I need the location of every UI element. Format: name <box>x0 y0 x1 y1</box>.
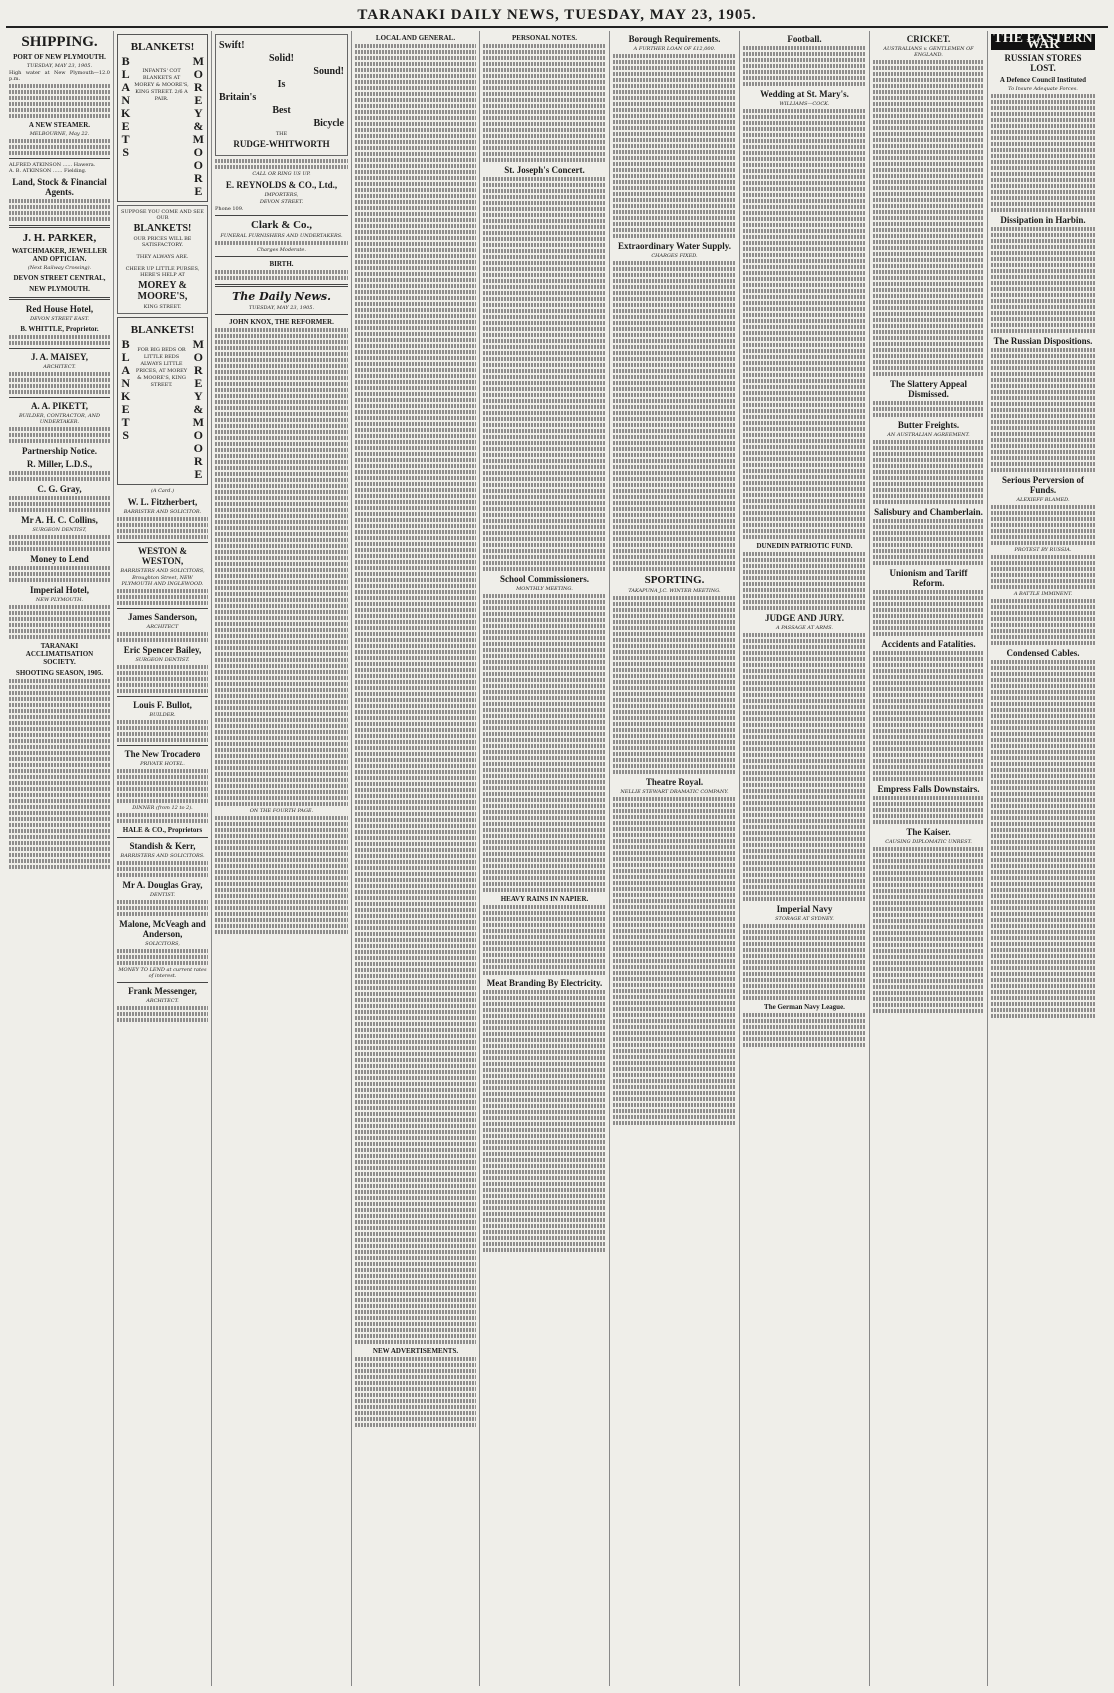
dissipation-heading: Dissipation in Harbin. <box>1000 215 1086 225</box>
shipping-body <box>9 84 110 118</box>
sanderson-architect: ARCHITECT <box>146 624 179 630</box>
judge-jury-heading: JUDGE AND JURY. <box>764 613 845 623</box>
call-line: CALL OR RING US UP. <box>252 171 311 177</box>
malone-heading: Malone, McVeagh and Anderson, <box>119 919 206 939</box>
bicycle-line: Bicycle <box>313 118 344 129</box>
parker-heading: J. H. PARKER, <box>22 232 97 244</box>
atkinson-line-1: ALFRED ATKINSON ...... Hawera. <box>9 162 96 168</box>
stores-lost-heading: RUSSIAN STORES LOST. <box>1004 53 1082 73</box>
alexieff-line: ALEXIEFF BLAMED. <box>1016 497 1070 503</box>
money-to-lend-line: MONEY TO LEND at current rates of interest. <box>118 967 207 979</box>
russian-dispositions-heading: The Russian Dispositions. <box>993 336 1093 346</box>
st-josephs-heading: St. Joseph's Concert. <box>504 165 585 175</box>
cheer-line: CHEER UP LITTLE PURSES, HERE'S HELP AT <box>125 266 200 278</box>
devon-east-line: DEVON STREET EAST. <box>30 316 89 322</box>
column-8 <box>870 31 988 1686</box>
land-agents-heading: Land, Stock & Financial Agents. <box>12 177 107 197</box>
big-beds-text: FOR BIG BEDS OR LITTLE BEDS ALWAYS LITTLE PRICES, AT MOREY & MOORE'S, KING STREET. <box>135 347 188 388</box>
water-supply-heading: Extraordinary Water Supply. <box>618 241 731 251</box>
blankets-vertical-left: B L A N K E T S <box>121 54 131 159</box>
blankets-title-2: BLANKETS! <box>133 223 192 234</box>
unionism-heading: Unionism and Tariff Reform. <box>889 568 968 588</box>
barrister-line: BARRISTER AND SOLICITOR. <box>123 509 202 515</box>
architect-line: ARCHITECT. <box>43 364 76 370</box>
protest-line: PROTEST BY RUSSIA. <box>1014 547 1072 553</box>
hale-line: HALE & CO., Proprietors <box>122 826 203 834</box>
is-line: Is <box>277 79 286 90</box>
local-general-body <box>355 44 476 1344</box>
sanderson-heading: James Sanderson, <box>127 612 197 622</box>
column-3 <box>212 31 352 1686</box>
charges-line: Charges Moderate. <box>257 247 306 253</box>
local-general-heading: LOCAL AND GENERAL. <box>375 34 456 42</box>
prices-line: OUR PRICES WILL BE SATISFACTORY. <box>133 236 192 248</box>
column-9 <box>988 31 1098 1686</box>
watchmaker-line: WATCHMAKER, JEWELLER AND OPTICIAN. <box>11 247 108 263</box>
sound-line: Sound! <box>313 66 344 77</box>
defence-council-heading: A Defence Council Instituted <box>999 76 1087 84</box>
theatre-royal-heading: Theatre Royal. <box>645 777 704 787</box>
agreement-line: AN AUSTRALIAN AGREEMENT. <box>887 432 970 438</box>
eastern-war-heading: THE EASTERN WAR <box>991 34 1095 50</box>
barristers-line: BARRISTERS AND SOLICITORS, <box>120 568 205 574</box>
shipping-heading: SHIPPING. <box>21 34 98 50</box>
steamer-body <box>9 139 110 155</box>
serious-perversion-heading: Serious Perversion of Funds. <box>1002 475 1084 495</box>
collins-heading: Mr A. H. C. Collins, <box>21 515 98 525</box>
storage-line: STORAGE AT SYDNEY. <box>775 916 834 922</box>
king-street-line: KING STREET. <box>143 304 182 310</box>
column-1 <box>6 31 114 1686</box>
passage-arms-line: A PASSAGE AT ARMS. <box>776 625 833 631</box>
morey-moore-name: MOREY & MOORE'S, <box>137 280 188 302</box>
causing-unrest-line: CAUSING DIPLOMATIC UNREST. <box>885 839 972 845</box>
further-loan-line: A FURTHER LOAN OF £12,000. <box>633 46 716 52</box>
charges-fixed-line: CHARGES FIXED. <box>651 253 698 259</box>
german-navy-heading: The German Navy League. <box>764 1003 845 1011</box>
column-2 <box>114 31 212 1686</box>
dentist-line: DENTIST. <box>150 892 175 898</box>
nellie-stewart-line: NELLIE STEWART DRAMATIC COMPANY. <box>620 789 729 795</box>
borough-heading: Borough Requirements. <box>628 34 721 44</box>
personal-notes-heading: PERSONAL NOTES. <box>512 34 577 42</box>
melbourne-dateline: MELBOURNE, May 22. <box>29 131 90 137</box>
standish-heading: Standish & Kerr, <box>129 841 196 851</box>
phone-line: Phone 109. <box>215 206 244 212</box>
infants-text: INFANTS' COT BLANKETS AT MOREY & MOORE'S, KING STREET. 2/6 A PAIR. <box>134 68 189 102</box>
rudge-name: RUDGE-WHITWORTH <box>233 139 330 149</box>
swift-line: Swift! <box>219 40 245 51</box>
blankets-title-3: BLANKETS! <box>130 324 195 336</box>
devon-central-line: DEVON STREET CENTRAL, <box>13 274 106 282</box>
birth-heading: BIRTH. <box>269 260 294 268</box>
column-4 <box>352 31 480 1686</box>
fitzherbert-heading: W. L. Fitzherbert, <box>127 497 198 507</box>
broughton-line: Broughton Street, NEW PLYMOUTH AND INGLEWOOD. <box>121 575 204 587</box>
football-heading: Football. <box>787 34 822 44</box>
best-line: Best <box>272 105 291 116</box>
importers-line: IMPORTERS, <box>264 192 299 198</box>
high-water-line: High water at New Plymouth—12.0 p.m. <box>9 70 110 82</box>
williams-cock-line: WILLIAMS—COCK. <box>779 101 830 107</box>
douglas-heading: Mr A. Douglas Gray, <box>122 880 203 890</box>
school-commissioners-heading: School Commissioners. <box>499 574 589 584</box>
crossing-line: (Next Railway Crossing). <box>27 265 92 271</box>
monthly-meeting-line: MONTHLY MEETING. <box>516 586 573 592</box>
funeral-line: FUNERAL FURNISHERS AND UNDERTAKERS. <box>220 233 343 239</box>
slattery-heading: The Slattery Appeal Dismissed. <box>889 379 967 399</box>
standish-sols: BARRISTERS AND SOLICITORS. <box>120 853 205 859</box>
shooting-heading: SHOOTING SEASON, 1905. <box>15 669 104 677</box>
imperial-np: NEW PLYMOUTH. <box>35 597 84 603</box>
wedding-heading: Wedding at St. Mary's. <box>760 89 849 99</box>
gray-heading: C. G. Gray, <box>37 484 82 494</box>
builder-line: BUILDER, CONTRACTOR, AND UNDERTAKER. <box>19 413 100 425</box>
salisbury-heading: Salisbury and Chamberlain. <box>874 507 983 517</box>
britain-line: Britain's <box>219 92 257 103</box>
new-plymouth-line: NEW PLYMOUTH. <box>29 285 90 293</box>
insure-forces-line: To Insure Adequate Forces. <box>1008 86 1078 92</box>
column-5 <box>480 31 610 1686</box>
rudge-whitworth-ad <box>215 34 348 156</box>
column-6 <box>610 31 740 1686</box>
solid-line: Solid! <box>268 53 294 64</box>
dunedin-fund-heading: DUNEDIN PATRIOTIC FUND. <box>756 542 853 550</box>
kaiser-heading: The Kaiser. <box>906 827 951 837</box>
port-heading: PORT OF NEW PLYMOUTH. <box>13 53 106 61</box>
messenger-heading: Frank Messenger, <box>128 986 197 996</box>
miller-heading: R. Miller, L.D.S., <box>26 459 93 469</box>
bailey-heading: Eric Spencer Bailey, <box>123 645 202 655</box>
empress-heading: Empress Falls Downstairs. <box>877 784 980 794</box>
clark-heading: Clark & Co., <box>250 219 313 231</box>
surgeon-line: SURGEON DENTIST, <box>32 527 87 533</box>
blankets-ad-3: BLANKETS! B L A N K E T S FOR BIG BEDS OR LITTLE BEDS ALWAYS LITTLE PRICES, AT MOREY & MOORE'S, KING STREET. M O R E Y & M O O R E <box>117 317 208 485</box>
cricket-heading: CRICKET. <box>906 34 951 44</box>
meat-branding-heading: Meat Branding By Electricity. <box>486 978 603 988</box>
the-line: THE <box>275 131 288 137</box>
bullot-builder: BUILDER. <box>149 712 176 718</box>
battle-imminent-line: A BATTLE IMMINENT. <box>1013 591 1073 597</box>
australians-line: AUSTRALIANS v. GENTLEMEN OF ENGLAND. <box>883 46 974 58</box>
knox-body <box>215 328 348 806</box>
whittle-line: B. WHITTLE, Proprietor. <box>20 325 99 333</box>
column-7 <box>740 31 870 1686</box>
condensed-cables-heading: Condensed Cables. <box>1006 648 1080 658</box>
trocadero-heading: The New Trocadero <box>124 749 201 759</box>
steamer-heading: A NEW STEAMER. <box>28 121 91 129</box>
acclimatisation-heading: TARANAKI ACCLIMATISATION SOCIETY. <box>25 642 94 666</box>
maisey-heading: J. A. MAISEY, <box>31 352 88 362</box>
fourth-page-line: ON THE FOURTH PAGE. <box>249 808 314 814</box>
our-line: OUR <box>156 215 169 221</box>
new-ads-heading: NEW ADVERTISEMENTS. <box>372 1347 459 1355</box>
money-heading: Money to Lend <box>30 554 89 564</box>
imperial-navy-heading: Imperial Navy <box>776 904 833 914</box>
suppose-ad <box>117 205 208 314</box>
atkinson-line-2: A. B. ATKINSON ...... Fielding. <box>9 168 87 174</box>
card-line: (A Card.) <box>150 488 175 494</box>
red-house-heading: Red House Hotel, <box>25 304 94 314</box>
imperial-heading: Imperial Hotel, <box>30 585 89 595</box>
blankets-title-1: BLANKETS! <box>130 41 195 53</box>
bullot-heading: Louis F. Bullot, <box>133 700 192 710</box>
land-agents-body <box>9 199 110 221</box>
devon-line: DEVON STREET. <box>259 199 304 205</box>
editorial-date: TUESDAY, MAY 23, 1905. <box>248 305 315 311</box>
reynolds-heading: E. REYNOLDS & CO., Ltd., <box>225 180 338 190</box>
weston-heading: WESTON & WESTON, <box>137 546 188 566</box>
takapuna-line: TAKAPUNA J.C. WINTER MEETING. <box>628 588 721 594</box>
malone-sols: SOLICITORS, <box>145 941 180 947</box>
always-line: THEY ALWAYS ARE. <box>136 254 189 260</box>
masthead-title: TARANAKI DAILY NEWS, TUESDAY, MAY 23, 1905. <box>357 6 757 23</box>
bailey-dental: SURGEON DENTIST. <box>135 657 190 663</box>
messenger-architect: ARCHITECT. <box>146 998 179 1004</box>
daily-news-title: The Daily News. <box>232 290 331 303</box>
butter-heading: Butter Freights. <box>897 420 960 430</box>
partnership-heading: Partnership Notice. <box>22 446 97 456</box>
shipping-date: TUESDAY, MAY 23, 1905. <box>26 63 93 69</box>
accidents-heading: Accidents and Fatalities. <box>881 639 976 649</box>
pikett-heading: A. A. PIKETT, <box>30 401 89 411</box>
private-hotel-line: PRIVATE HOTEL. <box>140 761 185 767</box>
knox-heading: JOHN KNOX, THE REFORMER. <box>229 318 334 326</box>
heavy-rains-heading: HEAVY RAINS IN NAPIER. <box>500 895 589 903</box>
column-grid <box>6 31 1108 1686</box>
dinner-line: DINNER (from 12 to 2). <box>132 805 193 811</box>
suppose-line: SUPPOSE YOU COME AND SEE <box>121 209 204 215</box>
blankets-ad-1 <box>117 34 208 202</box>
masthead <box>6 4 1108 28</box>
morey-moore-vertical: M O R E Y & M O O R E <box>192 54 204 198</box>
sporting-heading: SPORTING. <box>644 574 705 586</box>
